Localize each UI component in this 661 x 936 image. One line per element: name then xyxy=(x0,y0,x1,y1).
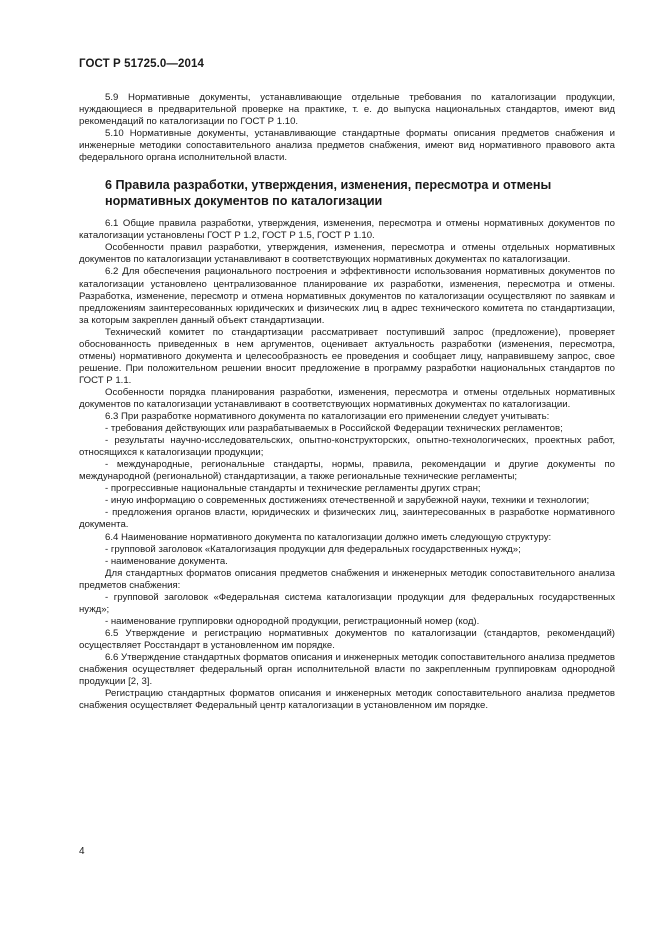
section-6-heading xyxy=(79,177,615,209)
paragraph: Технический комитет по стандартизации рассматривает поступивший запрос (предложение), проверяет обоснованность приведенных в нем аргументов, оценивает актуальность разработки (изменения, пересмотра, отмены) нормативного документа и целесообразность ее проведения и сообщает лицу, направившему запрос, свое решение. При положительном решении вносит предложение в программу разработки национальных стандартов по ГОСТ Р 1.1. xyxy=(79,326,615,386)
document-body xyxy=(79,92,615,712)
list-item: - групповой заголовок «Федеральная система каталогизации продукции для федеральных государственных нужд»; xyxy=(79,591,615,615)
paragraph: Особенности порядка планирования разработки, изменения, пересмотра и отмены отдельных нормативных документов по каталогизации устанавливают в соответствующих нормативных документах по каталогизации. xyxy=(79,386,615,410)
list-item: - наименование документа. xyxy=(105,555,228,567)
document-code-header: ГОСТ Р 51725.0—2014 xyxy=(79,58,204,70)
list-item: - требования действующих или разрабатываемых в Российской Федерации технических регламентов; xyxy=(105,423,563,435)
list-item: - результаты научно-исследовательских, опытно-конструкторских, опытно-технологических, проектных работ, относящихся к каталогизации продукции; xyxy=(79,435,615,459)
list-item: - международные, региональные стандарты, нормы, правила, рекомендации и другие документы по международной (региональной) стандартизации, а также региональные технические регламенты; xyxy=(79,459,615,483)
paragraph: Особенности правил разработки, утверждения, изменения, пересмотра и отмены отдельных нормативных документов по каталогизации устанавливают в соответствующих нормативных документах по каталогизации. xyxy=(79,242,615,266)
paragraph-6-1: 6.1 Общие правила разработки, утверждения, изменения, пересмотра и отмены нормативных документов по каталогизации установлены ГОСТ Р 1.2, ГОСТ Р 1.5, ГОСТ Р 1.10. xyxy=(79,218,615,242)
paragraph-6-2: 6.2 Для обеспечения рационального построения и эффективности использования нормативных документов по каталогизации установлено централизованное планирование их разработки, изменения, пересмотра и отмены. Разработка, изменение, пересмотр и отмена нормативных документов по каталогизации осуществляют по заявкам и предложениям заинтересованных юридических и физических лиц в адрес технического комитета по стандартизации, за которым закреплен данный объект стандартизации. xyxy=(79,266,615,326)
page-number: 4 xyxy=(79,846,85,857)
list-item: - иную информацию о современных достижениях отечественной и зарубежной науки, техники и технологии; xyxy=(105,495,590,507)
list-item: - предложения органов власти, юридических и физических лиц, заинтересованных в разработке нормативного документа. xyxy=(79,507,615,531)
list-item: - групповой заголовок «Каталогизация продукции для федеральных государственных нужд»; xyxy=(105,543,521,555)
section-title-line-2: нормативных документов по каталогизации xyxy=(105,194,383,209)
paragraph-6-3: 6.3 При разработке нормативного документа по каталогизации его применении следует учитывать: xyxy=(105,411,550,423)
list-item: - прогрессивные национальные стандарты и технические регламенты других стран; xyxy=(105,483,481,495)
paragraph-6-4: 6.4 Наименование нормативного документа по каталогизации должно иметь следующую структуру: xyxy=(105,531,552,543)
list-item: - наименование группировки однородной продукции, регистрационный номер (код). xyxy=(105,615,480,627)
section-title-line-1: 6 Правила разработки, утверждения, изменения, пересмотра и отмены xyxy=(105,178,552,193)
paragraph: Регистрацию стандартных форматов описания и инженерных методик сопоставительного анализа предметов снабжения осуществляет Федеральный центр каталогизации в установленном им порядке. xyxy=(79,688,615,712)
paragraph-6-6: 6.6 Утверждение стандартных форматов описания и инженерных методик сопоставительного анализа предметов снабжения осуществляет федеральный орган исполнительной власти по закрепленным группировкам однородной продукции [2, 3]. xyxy=(79,651,615,688)
paragraph-5-9: 5.9 Нормативные документы, устанавливающие отдельные требования по каталогизации продукции, нуждающиеся в предварительной проверке на практике, т. е. до выпуска национальных стандартов, имеют вид рекомендаций по каталогизации по ГОСТ Р 1.10. xyxy=(79,92,615,128)
paragraph-6-5: 6.5 Утверждение и регистрацию нормативных документов по каталогизации (стандартов, рекомендаций) осуществляет Росстандарт в установленном им порядке. xyxy=(79,627,615,651)
paragraph-5-10: 5.10 Нормативные документы, устанавливающие стандартные форматы описания предметов снабжения и инженерные методики сопоставительного анализа предметов снабжения, имеют вид нормативного правового акта федерального органа исполнительной власти. xyxy=(79,128,615,164)
paragraph: Для стандартных форматов описания предметов снабжения и инженерных методик сопоставительного анализа предметов снабжения: xyxy=(79,567,615,591)
